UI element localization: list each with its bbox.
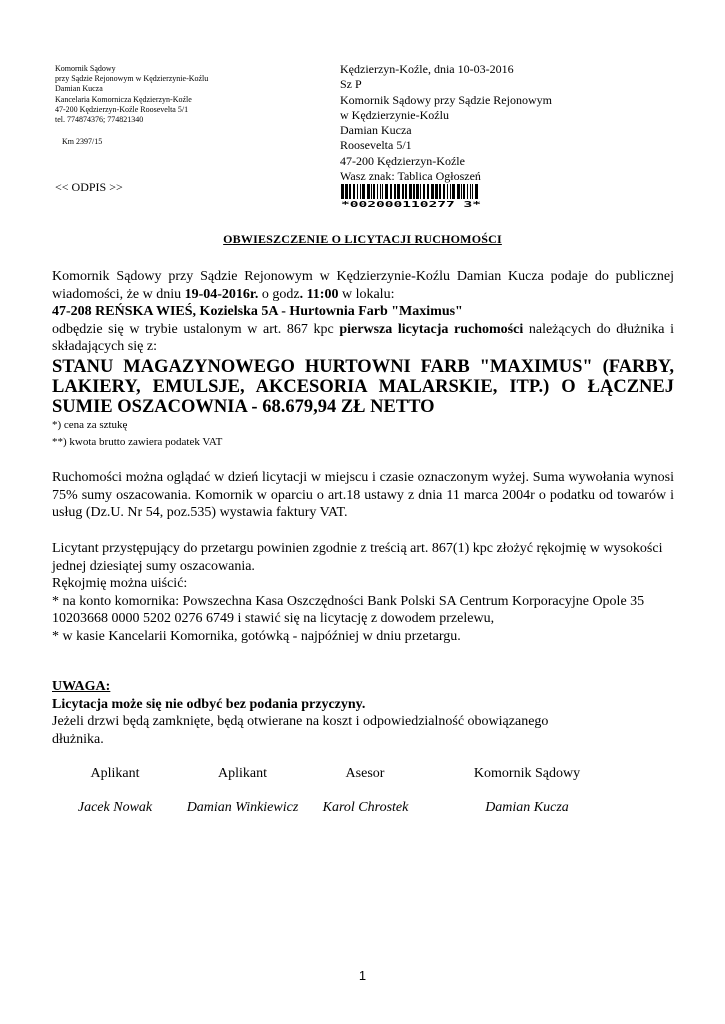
recipient-line: Damian Kucza (340, 123, 412, 138)
warning-bold-line: Licytacja może się nie odbyć bez podania przyczyny. (52, 696, 366, 712)
barcode (340, 184, 482, 208)
signature-role: Komornik Sądowy (473, 766, 581, 781)
barcode-text: *002000110277 3* (341, 200, 482, 208)
recipient-block (340, 62, 552, 184)
signature-name: Damian Winkiewicz (186, 800, 299, 815)
signature-name: Jacek Nowak (77, 800, 153, 815)
auction-date: 19-04-2016r. (184, 286, 259, 302)
recipient-line: w Kędzierzynie-Koźlu (340, 107, 449, 122)
sender-line: tel. 774874376; 774821340 (55, 115, 144, 125)
barcode-bar (362, 184, 365, 199)
note-gross: **) kwota brutto zawiera podatek VAT (52, 435, 223, 448)
intro-text: Komornik Sądowy przy Sądzie Rejonowym w Kędzierzynie-Koźlu Damian Kucza podaje do publicznej wiadomości, że w dniu (52, 269, 674, 302)
barcode-bar (470, 184, 471, 199)
assets-description: STANU MAGAZYNOWEGO HURTOWNI FARB "MAXIMUS" (FARBY, LAKIERY, EMULSJE, AKCESORIA MALARSKIE, ITP.) O ŁĄCZNEJ SUMIE OSZACOWNIA - 68.679,94 ZŁ NETTO (52, 356, 674, 417)
barcode-bar (427, 184, 429, 199)
recipient-line: Komornik Sądowy przy Sądzie Rejonowym (340, 92, 552, 107)
viewing-paragraph: Ruchomości można oglądać w dzień licytacji w miejscu i czasie oznaczonym wyżej. Suma wywołania wynosi 75% sumy oszacowania. Komornik w oparciu o art.18 ustawy z dnia 11 marca 2004r o podatku od towarów i usług (Dz.U. Nr 54, poz.535) wystawia faktury VAT. (52, 470, 674, 520)
barcode-bar (431, 184, 434, 199)
deposit-section (52, 540, 674, 645)
barcode-bar (420, 184, 421, 199)
signature-name: Karol Chrostek (322, 800, 409, 815)
barcode-bar (380, 184, 381, 199)
barcode-bar (367, 184, 370, 199)
barcode-bar (397, 184, 400, 199)
deposit-text: * na konto komornika: Powszechna Kasa Oszczędności Bank Polski SA Centrum Korporacyjne Opole 35 10203668 0000 5202 0276 6749 i stawić się na licytację z dowodem przelewu, (52, 593, 645, 626)
intro-paragraph (52, 268, 674, 451)
barcode-bar (349, 184, 351, 199)
reference-line: Wasz znak: Tablica Ogłoszeń (340, 169, 481, 184)
barcode-bar (416, 184, 419, 199)
recipient-line: Roosevelta 5/1 (340, 138, 412, 153)
barcode-bar (390, 184, 392, 199)
barcode-bar (461, 184, 462, 199)
auction-time: . 11:00 (299, 286, 339, 302)
barcode-bar (360, 184, 361, 199)
barcode-bar (439, 184, 441, 199)
intro-text: odbędzie się w trybie ustalonym w art. 867 kpc (52, 321, 340, 337)
barcode-bar (402, 184, 404, 199)
sender-line: Damian Kucza (55, 84, 103, 94)
copy-mark: << ODPIS >> (55, 180, 123, 194)
deposit-text: Licytant przystępujący do przetargu powinien zgodnie z treścią art. 867(1) kpc złożyć rękojmię w wysokości jednej dziesiątej sumy oszacowania. (52, 541, 663, 574)
barcode-bar (371, 184, 372, 199)
intro-text: należących do dłużnika i składających się z: (52, 321, 674, 354)
page-number: 1 (358, 968, 367, 983)
recipient-line: 47-200 Kędzierzyn-Koźle (340, 153, 465, 168)
sender-line: Kancelaria Komornicza Kędzierzyn-Koźle (55, 94, 192, 104)
date-line: Kędzierzyn-Koźle, dnia 10-03-2016 (340, 62, 514, 76)
sender-line: Komornik Sądowy (55, 64, 116, 73)
barcode-bar (394, 184, 396, 199)
barcode-bar (475, 184, 478, 199)
barcode-bar (345, 184, 348, 199)
barcode-bar (377, 184, 378, 199)
barcode-bar (467, 184, 468, 199)
barcode-bar (443, 184, 445, 199)
document-title: OBWIESZCZENIE O LICYTACJI RUCHOMOŚCI (223, 232, 502, 246)
barcode-bar (463, 184, 465, 199)
signature-name: Damian Kucza (485, 800, 569, 815)
warning-section (52, 678, 674, 748)
note-unit-price: *) cena za sztukę (52, 418, 128, 431)
barcode-bar (457, 184, 460, 199)
sender-line: 47-200 Kędzierzyn-Koźle Roosevelta 5/1 (55, 104, 189, 114)
barcode-bar (357, 184, 358, 199)
sender-block (55, 64, 208, 125)
signature-role: Aplikant (218, 766, 267, 781)
barcode-bar (341, 184, 344, 199)
first-auction-label: pierwsza licytacja ruchomości (339, 321, 524, 337)
barcode-bar (382, 184, 383, 199)
auction-location: 47-208 REŃSKA WIEŚ, Kozielska 5A - Hurtownia Farb "Maximus" (52, 304, 463, 319)
barcode-bar (409, 184, 412, 199)
barcode-bar (452, 184, 455, 199)
intro-text: o godz (258, 286, 300, 302)
barcode-bar (447, 184, 448, 199)
intro-text: w lokalu: (338, 286, 395, 302)
barcode-bar (373, 184, 375, 199)
signature-role: Asesor (345, 766, 385, 781)
barcode-bar (435, 184, 438, 199)
barcode-bar (423, 184, 425, 199)
sender-line: przy Sądzie Rejonowym w Kędzierzynie-Koźlu (55, 74, 209, 84)
recipient-line: Sz P (340, 77, 362, 92)
signature-role: Aplikant (90, 766, 140, 781)
barcode-bar (472, 184, 473, 199)
barcode-bar (353, 184, 355, 199)
deposit-text: * w kasie Kancelarii Komornika, gotówką - najpóźniej w dniu przetargu. (52, 628, 461, 644)
barcode-bar (450, 184, 451, 199)
barcode-bar (385, 184, 388, 199)
warning-heading: UWAGA: (52, 679, 111, 694)
barcode-bar (405, 184, 407, 199)
barcode-bar (413, 184, 415, 199)
case-number: Km 2397/15 (62, 137, 103, 146)
warning-text: Jeżeli drzwi będą zamknięte, będą otwierane na koszt i odpowiedzialność obowiązanego dłużnika. (52, 714, 549, 747)
deposit-text: Rękojmię można uiścić: (52, 576, 188, 591)
